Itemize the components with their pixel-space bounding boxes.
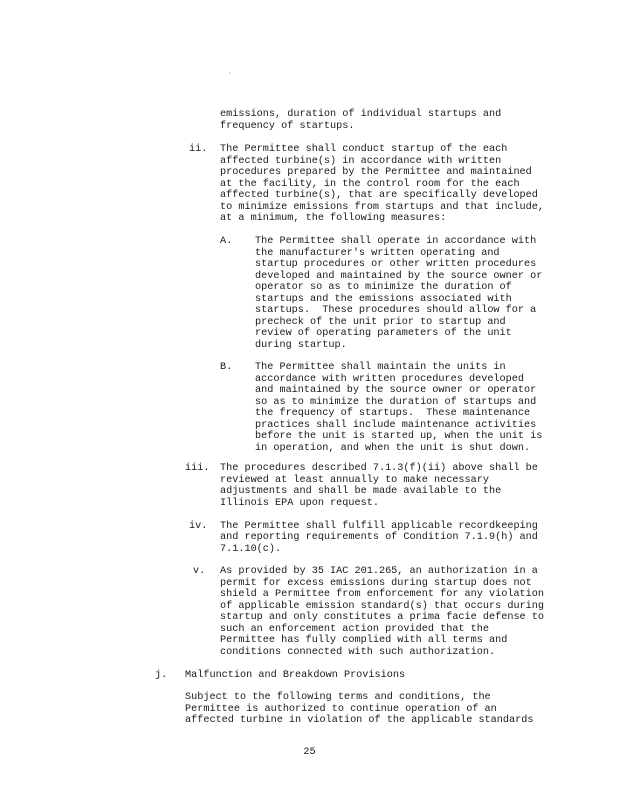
item-label: B. — [220, 362, 233, 373]
text-line: such an enforcement action provided that the — [220, 624, 489, 635]
text-line: Subject to the following terms and conditions, the — [185, 692, 491, 703]
text-line: The Permittee shall conduct startup of the each — [220, 144, 508, 155]
text-line: at a minimum, the following measures: — [220, 213, 447, 224]
item-label: ii. — [189, 144, 208, 155]
scan-mark: · — [228, 70, 232, 77]
section-heading: Malfunction and Breakdown Provisions — [185, 670, 406, 681]
text-line: during startup. — [255, 340, 347, 351]
text-line: The procedures described 7.1.3(f)(ii) above shall be — [220, 463, 538, 474]
text-line: reviewed at least annually to make necessary — [220, 475, 489, 486]
text-line: of applicable emission standard(s) that occurs during — [220, 601, 545, 612]
item-label: A. — [220, 236, 233, 247]
text-line: the manufacturer's written operating and — [255, 248, 500, 259]
text-line: the frequency of startups. These maintenance — [255, 408, 531, 419]
text-line: accordance with written procedures developed — [255, 374, 524, 385]
text-line: The Permittee shall operate in accordance with — [255, 236, 537, 247]
text-line: startups. These procedures should allow for a — [255, 305, 537, 316]
text-line: at the facility, in the control room for the each — [220, 179, 520, 190]
text-line: developed and maintained by the source owner or — [255, 271, 543, 282]
text-line: review of operating parameters of the unit — [255, 328, 512, 339]
text-line: startups and the emissions associated with — [255, 294, 512, 305]
item-label: iii. — [185, 463, 210, 474]
text-line: affected turbine(s), that are specifically developed — [220, 190, 538, 201]
text-line: practices shall include maintenance activities — [255, 420, 537, 431]
text-line: Permittee is authorized to continue operation of an — [185, 704, 497, 715]
item-label: v. — [193, 566, 206, 577]
text-line: Illinois EPA upon request. — [220, 498, 379, 509]
text-line: precheck of the unit prior to startup and — [255, 317, 506, 328]
text-line: affected turbine in violation of the applicable standards — [185, 715, 534, 726]
item-label: j. — [155, 670, 168, 681]
text-line: to minimize emissions from startups and that include, — [220, 202, 545, 213]
text-line: 7.1.10(c). — [220, 544, 282, 555]
text-line: adjustments and shall be made available to the — [220, 486, 502, 497]
text-line: affected turbine(s) in accordance with written — [220, 156, 502, 167]
text-line: Permittee has fully complied with all terms and — [220, 635, 508, 646]
text-line: permit for excess emissions during startup does not — [220, 578, 532, 589]
text-line: startup procedures or other written procedures — [255, 259, 537, 270]
text-line: frequency of startups. — [220, 121, 355, 132]
text-line: emissions, duration of individual startups and — [220, 109, 502, 120]
text-line: procedures prepared by the Permittee and maintained — [220, 167, 532, 178]
text-line: before the unit is started up, when the unit is — [255, 431, 543, 442]
text-line: conditions connected with such authorization. — [220, 647, 496, 658]
text-line: operator so as to minimize the duration of — [255, 282, 512, 293]
text-line: The Permittee shall fulfill applicable recordkeeping — [220, 521, 538, 532]
text-line: and maintained by the source owner or operator — [255, 385, 537, 396]
text-line: so as to minimize the duration of startups and — [255, 397, 537, 408]
item-label: iv. — [189, 521, 208, 532]
text-line: and reporting requirements of Condition 7.1.9(h) and — [220, 532, 538, 543]
text-line: The Permittee shall maintain the units in — [255, 362, 506, 373]
text-line: in operation, and when the unit is shut down. — [255, 443, 531, 454]
text-line: As provided by 35 IAC 201.265, an authorization in a — [220, 566, 538, 577]
text-line: shield a Permittee from enforcement for any violation — [220, 589, 545, 600]
page-number: 25 — [303, 747, 316, 758]
text-line: startup and only constitutes a prima facie defense to — [220, 612, 545, 623]
